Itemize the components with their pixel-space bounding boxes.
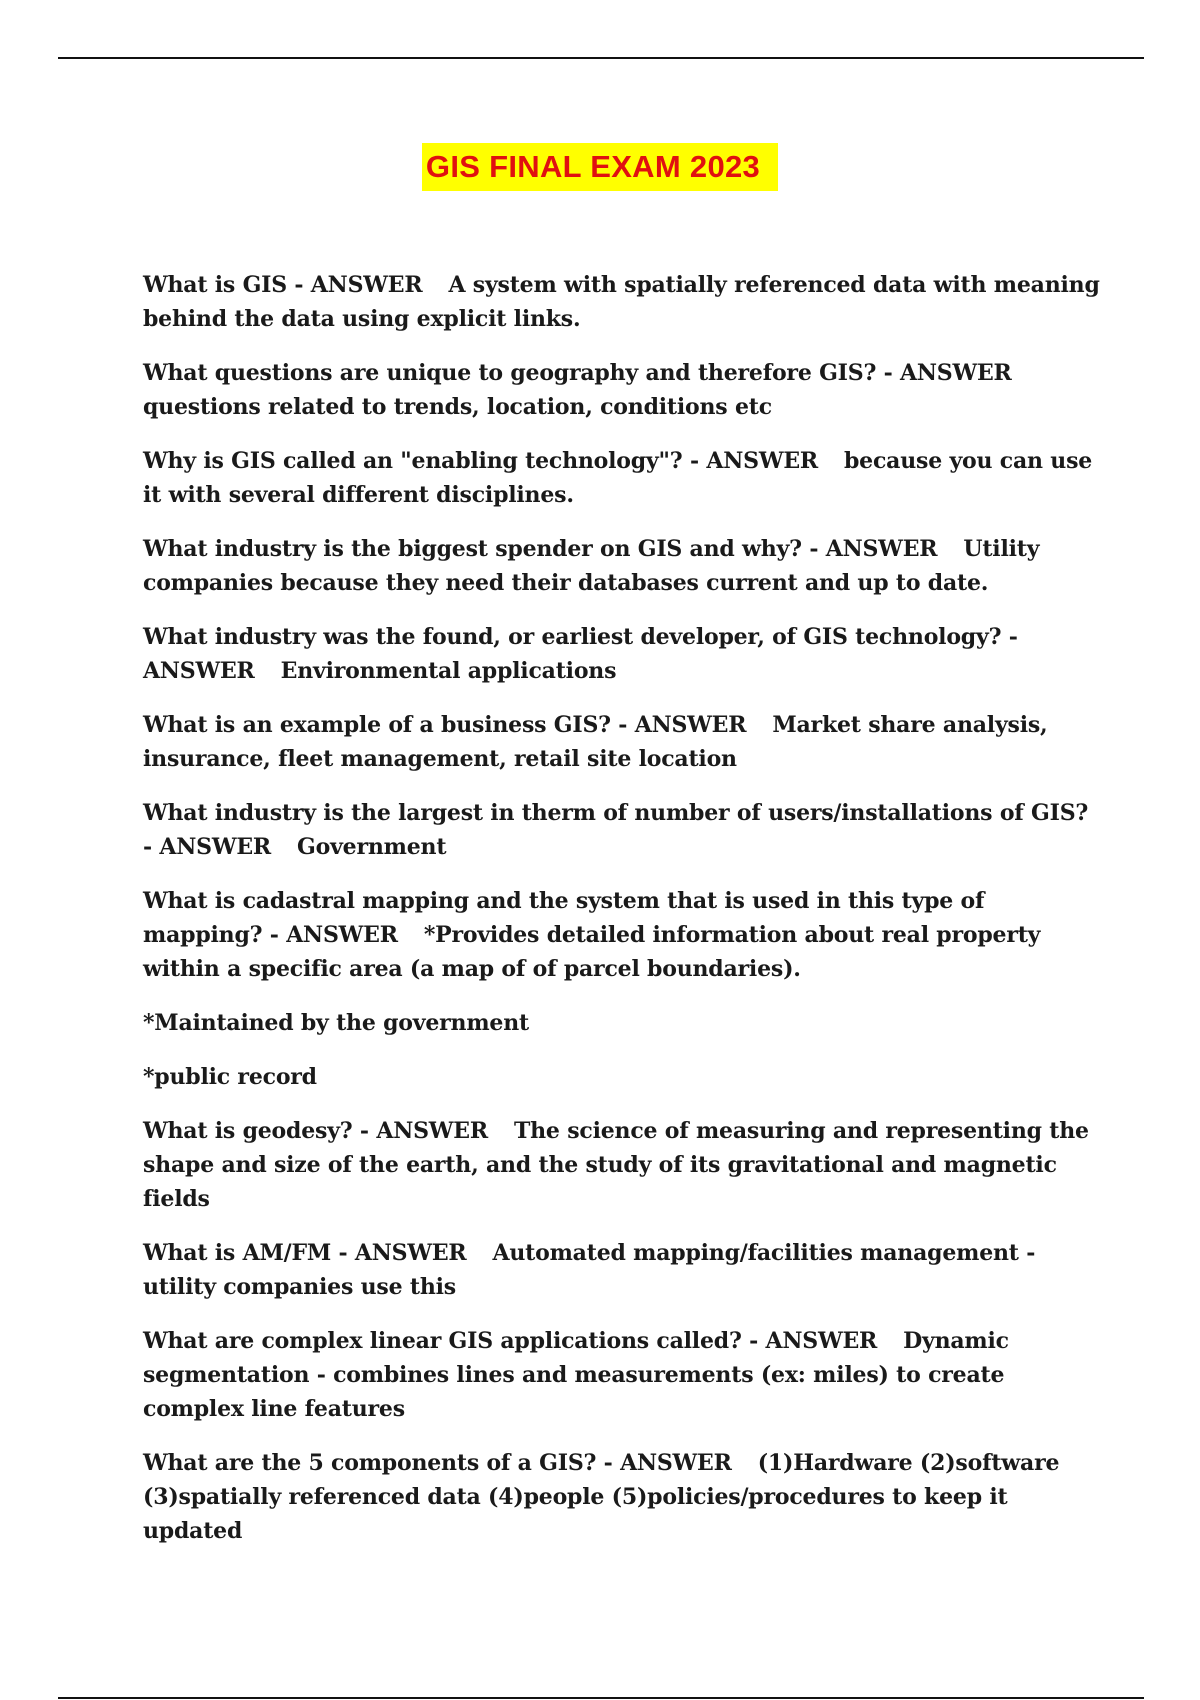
qa-item xyxy=(143,532,1103,600)
answer-label: ANSWER xyxy=(765,1328,878,1354)
answer-text: *Provides detailed information about real property within a specific area (a map of of parcel boundaries). xyxy=(143,922,1041,982)
question-text: What are complex linear GIS applications called? - xyxy=(143,1328,766,1354)
page-title: GIS FINAL EXAM 2023 xyxy=(422,143,778,191)
answer-text: Automated mapping/facilities management - utility companies use this xyxy=(143,1240,1036,1300)
answer-text: Dynamic segmentation - combines lines and measurements (ex: miles) to create complex line features xyxy=(143,1328,1009,1422)
question-text: Why is GIS called an "enabling technology"? - xyxy=(143,448,707,474)
qa-item xyxy=(143,444,1103,512)
note-line: *Maintained by the government xyxy=(143,1010,529,1036)
qa-item xyxy=(143,708,1103,776)
question-text: What is GIS - xyxy=(143,272,311,298)
answer-text: Government xyxy=(297,834,447,860)
answer-label: ANSWER xyxy=(376,1118,488,1144)
answer-label: ANSWER xyxy=(634,712,747,738)
question-text: What industry is the biggest spender on GIS and why? - xyxy=(143,536,826,562)
answer-label: ANSWER xyxy=(286,922,398,948)
answer-text: Environmental applications xyxy=(280,658,617,684)
note-line: *public record xyxy=(143,1064,317,1090)
answer-label: ANSWER xyxy=(159,834,272,860)
qa-item xyxy=(143,268,1103,336)
answer-label: ANSWER xyxy=(620,1450,732,1476)
question-text: What are the 5 components of a GIS? - xyxy=(143,1450,621,1476)
qa-item xyxy=(143,620,1103,688)
answer-text: The science of measuring and representing the shape and size of the earth, and the study of its gravitational and magnetic fields xyxy=(143,1118,1089,1212)
answer-text: questions related to trends, location, conditions etc xyxy=(143,394,772,420)
title-block xyxy=(0,143,1200,191)
answer-label: ANSWER xyxy=(310,272,423,298)
qa-item xyxy=(143,1236,1103,1304)
top-rule xyxy=(58,57,1144,59)
question-text: What industry was the found, or earliest developer, of GIS technology? - xyxy=(143,624,1018,650)
qa-item xyxy=(143,1114,1103,1216)
question-text: What industry is the largest in therm of number of users/installations of GIS? - xyxy=(143,800,1089,860)
answer-label: ANSWER xyxy=(825,536,938,562)
bottom-rule xyxy=(58,1697,1144,1699)
answer-text: (1)Hardware (2)software (3)spatially referenced data (4)people (5)policies/procedures to keep it updated xyxy=(143,1450,1060,1544)
question-text: What is AM/FM - xyxy=(143,1240,355,1266)
question-text: What questions are unique to geography and therefore GIS? - xyxy=(143,360,900,386)
answer-text: because you can use it with several different disciplines. xyxy=(143,448,1093,508)
qa-item xyxy=(143,356,1103,424)
question-text: What is geodesy? - xyxy=(143,1118,377,1144)
qa-item xyxy=(143,796,1103,864)
answer-label: ANSWER xyxy=(143,658,255,684)
qa-content xyxy=(143,268,1103,1568)
answer-label: ANSWER xyxy=(354,1240,467,1266)
answer-text: Utility companies because they need their databases current and up to date. xyxy=(143,536,1040,596)
answer-label: ANSWER xyxy=(706,448,818,474)
question-text: What is cadastral mapping and the system that is used in this type of mapping? - xyxy=(143,888,985,948)
answer-label: ANSWER xyxy=(899,360,1012,386)
question-text: What is an example of a business GIS? - xyxy=(143,712,635,738)
answer-text: Market share analysis, insurance, fleet management, retail site location xyxy=(143,712,1048,772)
qa-item xyxy=(143,1446,1103,1548)
qa-item xyxy=(143,884,1103,986)
answer-text: A system with spatially referenced data with meaning behind the data using explicit links. xyxy=(143,272,1100,332)
qa-item xyxy=(143,1324,1103,1426)
